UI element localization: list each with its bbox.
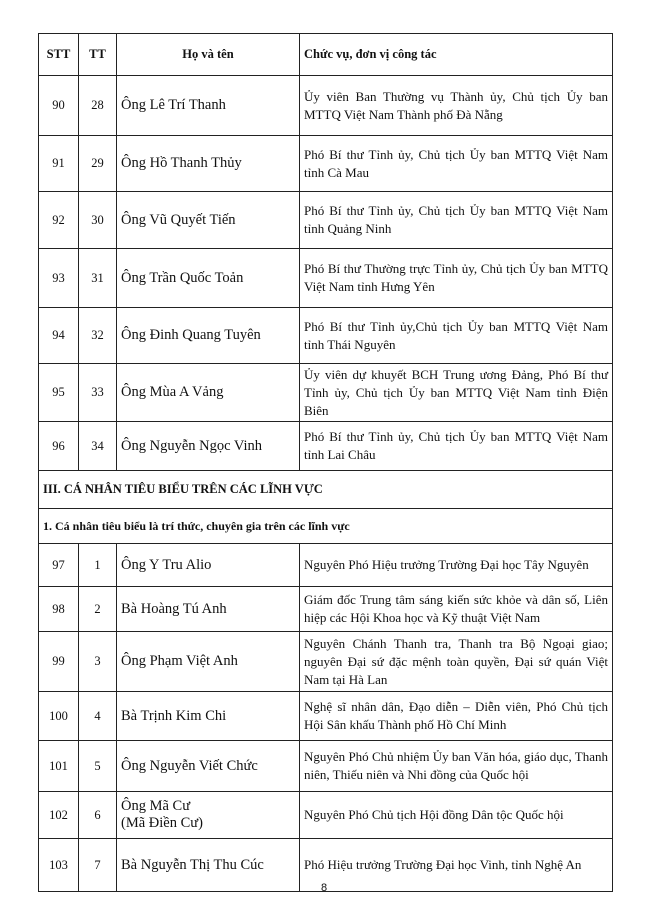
row-role: Phó Bí thư Tỉnh ủy, Chủ tịch Ủy ban MTTQ Việt Nam tỉnh Cà Mau [300, 136, 613, 192]
row-name: Ông Trần Quốc Toản [117, 249, 300, 308]
row-stt: 99 [39, 632, 79, 692]
section-title: III. CÁ NHÂN TIÊU BIỂU TRÊN CÁC LĨNH VỰC [39, 471, 613, 509]
table-header-row [39, 34, 613, 76]
personnel-table [38, 33, 613, 892]
row-tt: 30 [79, 192, 117, 249]
row-stt: 100 [39, 692, 79, 741]
row-name: Ông Mã Cư (Mã Điền Cư) [117, 792, 300, 839]
row-stt: 93 [39, 249, 79, 308]
row-stt: 92 [39, 192, 79, 249]
row-name: Ông Vũ Quyết Tiến [117, 192, 300, 249]
row-tt: 29 [79, 136, 117, 192]
row-name: Ông Lê Trí Thanh [117, 76, 300, 136]
row-name: Ông Hồ Thanh Thủy [117, 136, 300, 192]
table-row [39, 632, 613, 692]
subsection-row [39, 509, 613, 544]
row-tt: 28 [79, 76, 117, 136]
table-row [39, 587, 613, 632]
row-tt: 1 [79, 544, 117, 587]
row-role: Phó Bí thư Tỉnh ủy,Chủ tịch Ủy ban MTTQ Việt Nam tỉnh Thái Nguyên [300, 308, 613, 364]
row-tt: 6 [79, 792, 117, 839]
header-stt: STT [39, 34, 79, 76]
row-tt: 3 [79, 632, 117, 692]
row-name: Bà Hoàng Tú Anh [117, 587, 300, 632]
row-role: Phó Bí thư Thường trực Tỉnh ủy, Chủ tịch Ủy ban MTTQ Việt Nam tỉnh Hưng Yên [300, 249, 613, 308]
row-tt: 32 [79, 308, 117, 364]
row-role: Phó Bí thư Tỉnh ủy, Chủ tịch Ủy ban MTTQ Việt Nam tỉnh Lai Châu [300, 422, 613, 471]
row-name: Bà Nguyễn Thị Thu Cúc [117, 839, 300, 892]
row-stt: 96 [39, 422, 79, 471]
row-tt: 7 [79, 839, 117, 892]
table-row [39, 741, 613, 792]
row-name: Ông Nguyễn Ngọc Vinh [117, 422, 300, 471]
table-row [39, 308, 613, 364]
row-tt: 5 [79, 741, 117, 792]
row-role: Giám đốc Trung tâm sáng kiến sức khỏe và dân số, Liên hiệp các Hội Khoa học và Kỹ thuật Việt Nam [300, 587, 613, 632]
row-role: Phó Bí thư Tỉnh ủy, Chủ tịch Ủy ban MTTQ Việt Nam tỉnh Quảng Ninh [300, 192, 613, 249]
row-name: Ông Phạm Việt Anh [117, 632, 300, 692]
table-row [39, 544, 613, 587]
subsection-title: 1. Cá nhân tiêu biểu là trí thức, chuyên gia trên các lĩnh vực [39, 509, 613, 544]
row-name: Ông Đinh Quang Tuyên [117, 308, 300, 364]
row-role: Nguyên Phó Chủ tịch Hội đồng Dân tộc Quốc hội [300, 792, 613, 839]
row-stt: 95 [39, 364, 79, 422]
row-tt: 2 [79, 587, 117, 632]
row-stt: 102 [39, 792, 79, 839]
row-stt: 103 [39, 839, 79, 892]
header-tt: TT [79, 34, 117, 76]
table-row [39, 136, 613, 192]
header-name: Họ và tên [117, 34, 300, 76]
header-role: Chức vụ, đơn vị công tác [300, 34, 613, 76]
row-name: Ông Y Tru Alio [117, 544, 300, 587]
table-row [39, 792, 613, 839]
row-name: Bà Trịnh Kim Chi [117, 692, 300, 741]
row-tt: 31 [79, 249, 117, 308]
row-role: Ủy viên dự khuyết BCH Trung ương Đảng, Phó Bí thư Tỉnh ủy, Chủ tịch Ủy ban MTTQ Việt Nam tỉnh Điện Biên [300, 364, 613, 422]
table-row [39, 692, 613, 741]
section-row [39, 471, 613, 509]
row-stt: 94 [39, 308, 79, 364]
page-number: 8 [320, 882, 328, 894]
row-role: Phó Hiệu trưởng Trường Đại học Vinh, tỉnh Nghệ An [300, 839, 613, 892]
row-role: Ủy viên Ban Thường vụ Thành ủy, Chủ tịch Ủy ban MTTQ Việt Nam Thành phố Đà Nẵng [300, 76, 613, 136]
row-tt: 33 [79, 364, 117, 422]
row-stt: 101 [39, 741, 79, 792]
row-tt: 34 [79, 422, 117, 471]
row-name: Ông Mùa A Vảng [117, 364, 300, 422]
row-role: Nghệ sĩ nhân dân, Đạo diễn – Diễn viên, Phó Chủ tịch Hội Sân khấu Thành phố Hồ Chí Minh [300, 692, 613, 741]
row-stt: 98 [39, 587, 79, 632]
table-row [39, 364, 613, 422]
row-name: Ông Nguyễn Viết Chức [117, 741, 300, 792]
row-stt: 97 [39, 544, 79, 587]
row-role: Nguyên Phó Hiệu trưởng Trường Đại học Tây Nguyên [300, 544, 613, 587]
row-stt: 90 [39, 76, 79, 136]
table-row [39, 192, 613, 249]
row-stt: 91 [39, 136, 79, 192]
table-row [39, 249, 613, 308]
table-row [39, 76, 613, 136]
row-role: Nguyên Phó Chủ nhiệm Ủy ban Văn hóa, giáo dục, Thanh niên, Thiếu niên và Nhi đồng của Quốc hội [300, 741, 613, 792]
table-row [39, 422, 613, 471]
row-role: Nguyên Chánh Thanh tra, Thanh tra Bộ Ngoại giao; nguyên Đại sứ đặc mệnh toàn quyền, Đại sứ quán Việt Nam tại Hà Lan [300, 632, 613, 692]
row-tt: 4 [79, 692, 117, 741]
